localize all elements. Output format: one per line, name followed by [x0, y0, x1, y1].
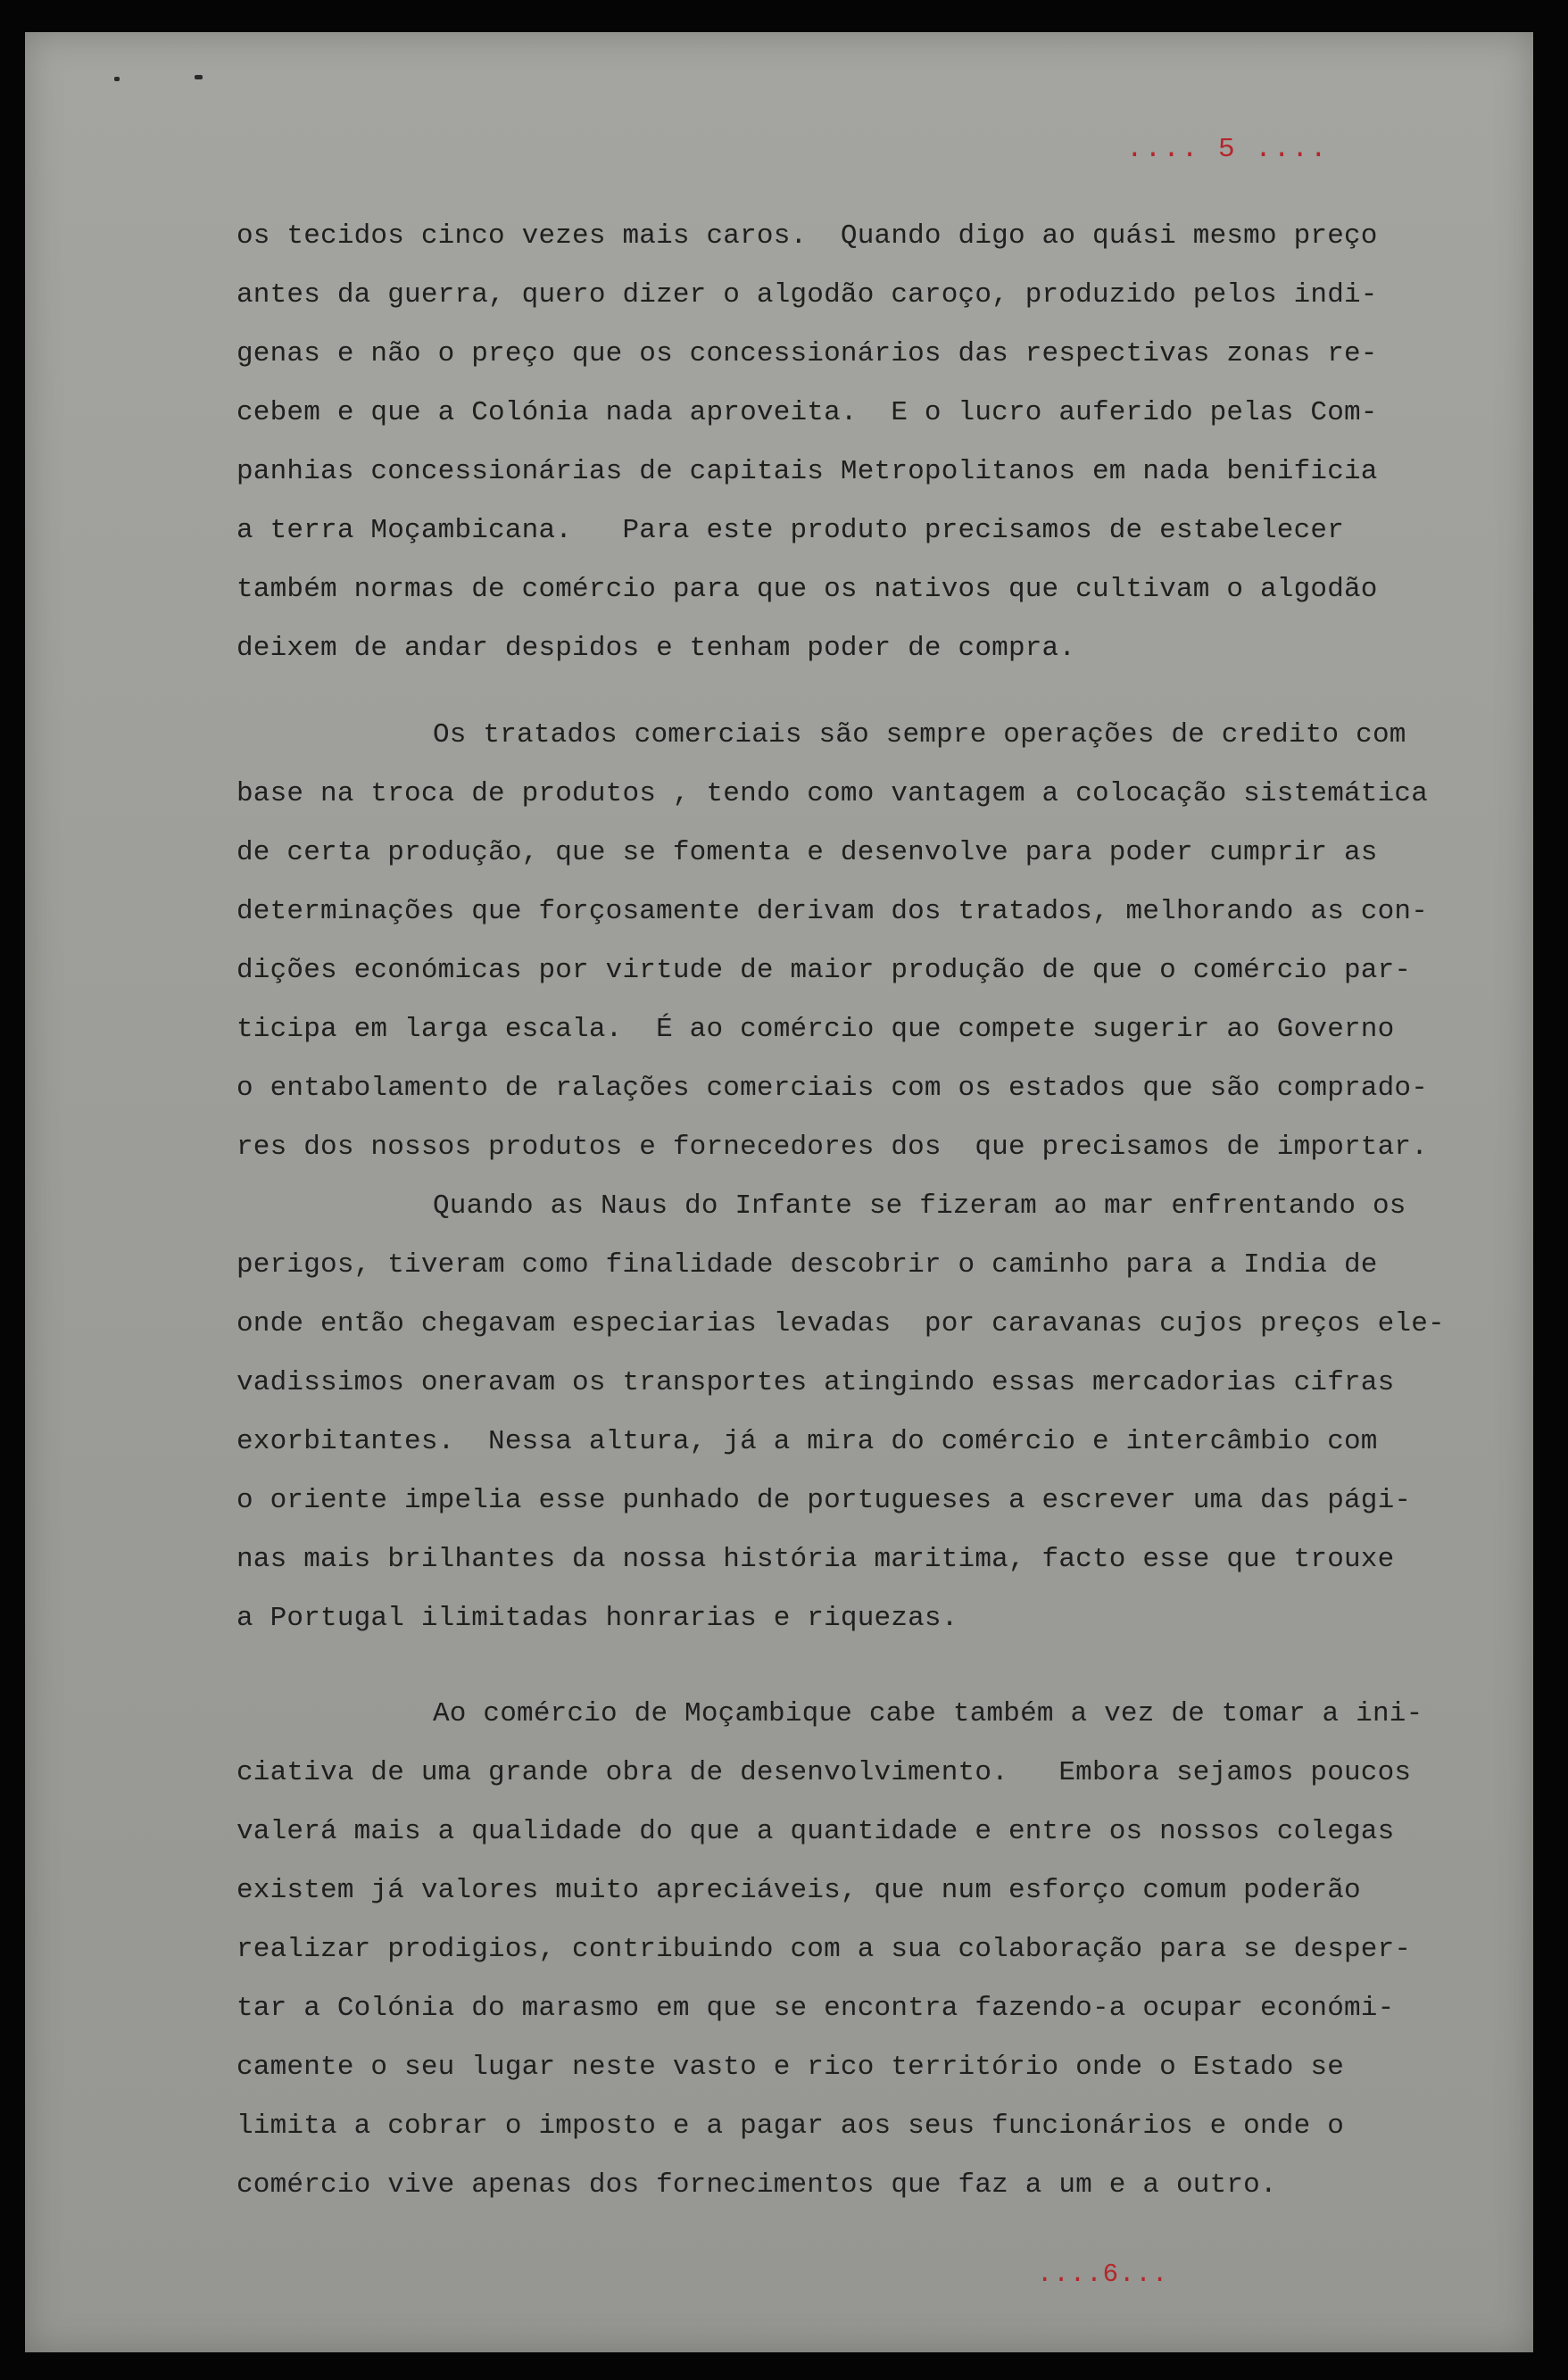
text-line: genas e não o preço que os concessionários das respectivas zonas re-	[236, 338, 1378, 369]
text-line: base na troca de produtos , tendo como vantagem a colocação sistemática	[236, 778, 1429, 809]
text-line: existem já valores muito apreciáveis, que num esforço comum poderão	[236, 1875, 1361, 1906]
text-line: exorbitantes. Nessa altura, já a mira do comércio e intercâmbio com	[236, 1426, 1378, 1457]
text-line: o oriente impelia esse punhado de portugueses a escrever uma das pági-	[236, 1485, 1412, 1516]
text-line: antes da guerra, quero dizer o algodão caroço, produzido pelos indi-	[236, 279, 1378, 311]
text-line: a terra Moçambicana. Para este produto precisamos de estabelecer	[236, 515, 1344, 546]
text-line: determinações que forçosamente derivam dos tratados, melhorando as con-	[236, 896, 1429, 927]
text-line: tar a Colónia do marasmo em que se encontra fazendo-a ocupar económi-	[236, 1993, 1395, 2024]
text-line: valerá mais a qualidade do que a quantidade e entre os nossos colegas	[236, 1816, 1395, 1847]
page-number-header: .... 5 ....	[1126, 134, 1329, 165]
text-line: Os tratados comerciais são sempre operações de credito com	[433, 719, 1406, 750]
text-line: ciativa de uma grande obra de desenvolvimento. Embora sejamos poucos	[236, 1757, 1412, 1788]
text-line: limita a cobrar o imposto e a pagar aos seus funcionários e onde o	[236, 2110, 1344, 2142]
text-line: também normas de comércio para que os nativos que cultivam o algodão	[236, 574, 1378, 605]
text-line: camente o seu lugar neste vasto e rico território onde o Estado se	[236, 2052, 1344, 2083]
text-line: realizar prodigios, contribuindo com a sua colaboração para se desper-	[236, 1934, 1412, 1965]
text-line: os tecidos cinco vezes mais caros. Quando digo ao quási mesmo preço	[236, 220, 1378, 252]
text-line: panhias concessionárias de capitais Metropolitanos em nada benificia	[236, 456, 1378, 487]
text-line: onde então chegavam especiarias levadas por caravanas cujos preços ele-	[236, 1308, 1445, 1339]
text-line: res dos nossos produtos e fornecedores dos que precisamos de importar.	[236, 1132, 1429, 1163]
text-line: deixem de andar despidos e tenham poder de compra.	[236, 633, 1076, 664]
text-line: Quando as Naus do Infante se fizeram ao mar enfrentando os	[433, 1190, 1406, 1222]
page-number-footer: ....6...	[1037, 2260, 1169, 2289]
text-line: Ao comércio de Moçambique cabe também a vez de tomar a ini-	[433, 1698, 1423, 1729]
text-line: de certa produção, que se fomenta e desenvolve para poder cumprir as	[236, 837, 1378, 868]
text-line: cebem e que a Colónia nada aproveita. E o lucro auferido pelas Com-	[236, 397, 1378, 428]
ink-mark	[195, 75, 203, 79]
text-line: perigos, tiveram como finalidade descobrir o caminho para a India de	[236, 1249, 1378, 1281]
text-line: a Portugal ilimitadas honrarias e riquezas.	[236, 1603, 958, 1634]
text-line: nas mais brilhantes da nossa história maritima, facto esse que trouxe	[236, 1544, 1395, 1575]
text-line: comércio vive apenas dos fornecimentos que faz a um e a outro.	[236, 2169, 1277, 2201]
text-line: dições económicas por virtude de maior produção de que o comércio par-	[236, 955, 1412, 986]
text-line: vadissimos oneravam os transportes atingindo essas mercadorias cifras	[236, 1367, 1395, 1398]
ink-mark	[114, 77, 120, 81]
text-line: o entabolamento de ralações comerciais com os estados que são comprado-	[236, 1073, 1429, 1104]
text-line: ticipa em larga escala. É ao comércio que compete sugerir ao Governo	[236, 1014, 1395, 1045]
